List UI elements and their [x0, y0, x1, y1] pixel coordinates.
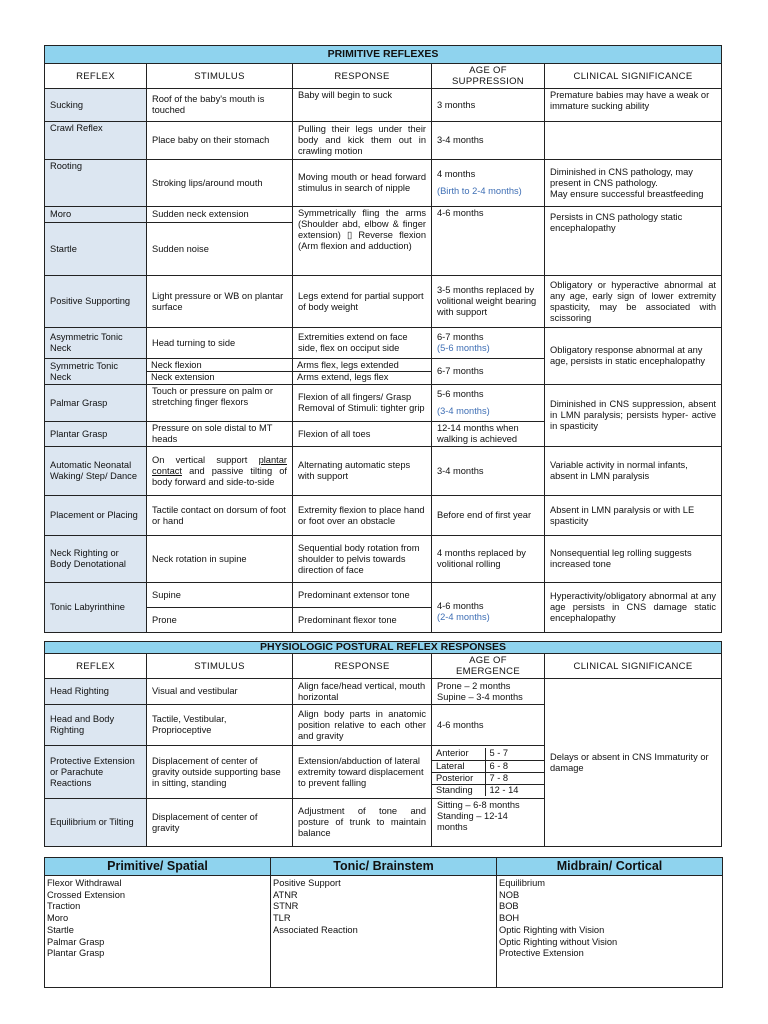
column-title: Tonic/ Brainstem: [271, 858, 497, 876]
list-item: Palmar Grasp: [47, 936, 105, 947]
list-item: Moro: [47, 913, 69, 924]
response-cell: Pulling their legs under their body and kick them out in crawling motion: [293, 122, 432, 160]
age-value: 4-6 months: [437, 601, 484, 611]
age-note: (3-4 months): [437, 406, 490, 416]
stimulus-cell: Place baby on their stomach: [147, 122, 293, 160]
position-label: Standing: [432, 784, 485, 796]
reflex-name: Rooting: [45, 160, 147, 207]
age-range: 6 - 8: [485, 760, 544, 772]
stimulus-cell: Pressure on sole distal to MT heads: [147, 422, 293, 447]
stimulus-cell: Head turning to side: [147, 328, 293, 359]
stimulus-text: Neck flexion: [147, 360, 292, 372]
stimulus-text-underlined: plantar contact: [152, 454, 287, 476]
age-value: Prone – 2 months: [437, 680, 511, 691]
age-cell: 3 months: [432, 89, 545, 122]
age-cell: [432, 160, 545, 207]
reflex-name: Moro: [45, 207, 147, 223]
age-cell: 3-4 months: [432, 122, 545, 160]
response-cell: Alternating automatic steps with support: [293, 447, 432, 496]
reflex-name: Palmar Grasp: [45, 385, 147, 422]
column-header: REFLEX: [45, 64, 147, 89]
reflex-list: [271, 876, 497, 988]
clinical-cell: Variable activity in normal infants, absent in LMN paralysis: [545, 447, 722, 496]
response-cell: Symmetrically fling the arms (Shoulder abd, elbow & finger extension) ▯ Reverse flexion (Arm flexion and adduction): [293, 207, 432, 276]
response-text: Arms extend, legs flex: [293, 372, 431, 384]
list-item: NOB: [499, 889, 520, 900]
clinical-cell: Hyperactivity/obligatory abnormal at any age persists in CNS damage static encephalopathy: [545, 583, 722, 633]
list-item: ATNR: [273, 889, 298, 900]
clinical-cell: [545, 122, 722, 160]
age-cell: 12-14 months when walking is achieved: [432, 422, 545, 447]
reflex-name: Asymmetric Tonic Neck: [45, 328, 147, 359]
reflex-name: Positive Supporting: [45, 276, 147, 328]
age-cell: Sitting – 6-8 months Standing – 12-14 months: [432, 799, 545, 847]
age-note: (2-4 months): [437, 612, 490, 622]
stimulus-cell: Visual and vestibular: [147, 679, 293, 705]
age-note: (Birth to 2-4 months): [437, 186, 522, 196]
column-header: AGE OF SUPPRESSION: [432, 64, 545, 89]
table-row: [45, 122, 722, 160]
column-header: RESPONSE: [293, 654, 432, 679]
stimulus-cell: Displacement of center of gravity outside supporting base in sitting, standing: [147, 746, 293, 799]
reflex-name: Plantar Grasp: [45, 422, 147, 447]
age-cell: 3-4 months: [432, 447, 545, 496]
reflex-name: Automatic Neonatal Waking/ Step/ Dance: [45, 447, 147, 496]
position-label: Anterior: [432, 748, 485, 760]
stimulus-cell: Sudden noise: [147, 223, 293, 276]
table-row: [45, 679, 722, 705]
reflex-name: Placement or Placing: [45, 496, 147, 536]
stimulus-cell: Neck rotation in supine: [147, 536, 293, 583]
response-cell: [293, 359, 432, 385]
clinical-cell: [545, 160, 722, 207]
clinical-cell: Absent in LMN paralysis or with LE spasticity: [545, 496, 722, 536]
table-row: [45, 583, 722, 608]
reflex-name: Head Righting: [45, 679, 147, 705]
table-row: [45, 276, 722, 328]
clinical-cell: Obligatory or hyperactive abnormal at any age, early sign of lower extremity spasticity, may be associated with scissoring: [545, 276, 722, 328]
reflex-name: Symmetric Tonic Neck: [45, 359, 147, 385]
age-range: 5 - 7: [485, 748, 544, 760]
column-header: STIMULUS: [147, 64, 293, 89]
postural-reflexes-table: [44, 641, 722, 847]
reflex-name: Head and Body Righting: [45, 705, 147, 746]
age-cell: 4-6 months: [432, 705, 545, 746]
list-item: Startle: [47, 924, 74, 935]
stimulus-cell: [147, 359, 293, 385]
age-range: 7 - 8: [485, 772, 544, 784]
list-item: Traction: [47, 901, 81, 912]
reflex-name: Equilibrium or Tilting: [45, 799, 147, 847]
stimulus-cell: Roof of the baby's mouth is touched: [147, 89, 293, 122]
response-cell: Legs extend for partial support of body weight: [293, 276, 432, 328]
clinical-cell: Nonsequential leg rolling suggests increased tone: [545, 536, 722, 583]
stimulus-cell: Light pressure or WB on plantar surface: [147, 276, 293, 328]
primitive-reflexes-table: [44, 45, 722, 633]
list-item: Flexor Withdrawal: [47, 878, 122, 888]
list-item: Positive Support: [273, 878, 341, 888]
list-item: Protective Extension: [499, 948, 584, 959]
list-item: BOB: [499, 901, 519, 912]
clinical-cell: Persists in CNS pathology static encephalopathy: [545, 207, 722, 276]
response-cell: Flexion of all toes: [293, 422, 432, 447]
column-header: REFLEX: [45, 654, 147, 679]
list-item: Crossed Extension: [47, 889, 126, 900]
stimulus-text: On vertical support: [152, 454, 259, 465]
clinical-cell: Delays or absent in CNS Immaturity or damage: [545, 679, 722, 847]
column-header: CLINICAL SIGNIFICANCE: [545, 64, 722, 89]
reflex-list: [45, 876, 271, 988]
table-row: [45, 385, 722, 422]
clinical-text: Diminished in CNS pathology, may present in CNS pathology.: [550, 166, 693, 188]
response-cell: Baby will begin to suck: [293, 89, 432, 122]
response-cell: Align body parts in anatomic position relative to each other and gravity: [293, 705, 432, 746]
table-title: PHYSIOLOGIC POSTURAL REFLEX RESPONSES: [45, 642, 722, 654]
column-title: Primitive/ Spatial: [45, 858, 271, 876]
response-cell: Extremity flexion to place hand or foot over an obstacle: [293, 496, 432, 536]
response-text: Arms flex, legs extended: [293, 360, 431, 372]
table-row: [45, 160, 722, 207]
list-item: Equilibrium: [499, 878, 545, 888]
table-row: [45, 496, 722, 536]
position-label: Posterior: [432, 772, 485, 784]
stimulus-text: Neck extension: [147, 372, 292, 384]
age-cell: [432, 583, 545, 633]
list-item: Plantar Grasp: [47, 948, 105, 959]
list-item: Optic Righting with Vision: [499, 924, 605, 935]
age-note: (5-6 months): [437, 343, 490, 353]
reflex-name: Protective Extension or Parachute Reactions: [45, 746, 147, 799]
response-cell: Extension/abduction of lateral extremity toward displacement to prevent falling: [293, 746, 432, 799]
list-item: STNR: [273, 901, 299, 912]
table-row: [45, 207, 722, 223]
column-header: CLINICAL SIGNIFICANCE: [545, 654, 722, 679]
position-label: Lateral: [432, 760, 485, 772]
stimulus-cell: Prone: [147, 608, 293, 633]
clinical-text: May ensure successful breastfeeding: [550, 188, 704, 199]
list-item: TLR: [273, 913, 291, 924]
reflex-levels-table: [44, 857, 723, 988]
response-cell: Moving mouth or head forward stimulus in search of nipple: [293, 160, 432, 207]
stimulus-cell: Stroking lips/around mouth: [147, 160, 293, 207]
clinical-cell: Obligatory response abnormal at any age, persists in static encephalopathy: [545, 328, 722, 385]
age-range: 12 - 14: [485, 784, 544, 796]
clinical-cell: Premature babies may have a weak or immature sucking ability: [545, 89, 722, 122]
age-cell: 4-6 months: [432, 207, 545, 276]
response-cell: Flexion of all fingers/ Grasp Removal of Stimuli: tighter grip: [293, 385, 432, 422]
age-value: Supine – 3-4 months: [437, 691, 523, 702]
stimulus-cell: Displacement of center of gravity: [147, 799, 293, 847]
table-title: PRIMITIVE REFLEXES: [45, 46, 722, 64]
stimulus-cell: Supine: [147, 583, 293, 608]
column-header: STIMULUS: [147, 654, 293, 679]
reflex-list: [497, 876, 723, 988]
reflex-name: Sucking: [45, 89, 147, 122]
age-value: 4 months: [437, 169, 476, 179]
column-title: Midbrain/ Cortical: [497, 858, 723, 876]
reflex-name: Neck Righting or Body Denotational: [45, 536, 147, 583]
stimulus-cell: [147, 447, 293, 496]
column-header: AGE OF EMERGENCE: [432, 654, 545, 679]
table-row: [45, 89, 722, 122]
stimulus-cell: Sudden neck extension: [147, 207, 293, 223]
age-cell: [432, 328, 545, 359]
reflex-name: Tonic Labyrinthine: [45, 583, 147, 633]
column-header: RESPONSE: [293, 64, 432, 89]
age-value: 5-6 months: [437, 389, 484, 399]
list-item: BOH: [499, 913, 520, 924]
stimulus-text: and passive tilting of body forward and side-to-side: [152, 465, 287, 487]
age-value: 6-7 months: [437, 332, 484, 342]
age-cell: 4 months replaced by volitional rolling: [432, 536, 545, 583]
response-cell: Predominant extensor tone: [293, 583, 432, 608]
list-item: Optic Righting without Vision: [499, 936, 618, 947]
reflex-name: Startle: [45, 223, 147, 276]
response-cell: Align face/head vertical, mouth horizontal: [293, 679, 432, 705]
reflex-name: Crawl Reflex: [45, 122, 147, 160]
stimulus-cell: Tactile contact on dorsum of foot or hand: [147, 496, 293, 536]
age-cell: 6-7 months: [432, 359, 545, 385]
response-cell: Extremities extend on face side, flex on occiput side: [293, 328, 432, 359]
age-cell: [432, 385, 545, 422]
stimulus-cell: Tactile, Vestibular, Proprioceptive: [147, 705, 293, 746]
table-row: [45, 328, 722, 359]
age-cell: 3-5 months replaced by volitional weight bearing with support: [432, 276, 545, 328]
list-item: Associated Reaction: [273, 924, 358, 935]
response-cell: Adjustment of tone and posture of trunk to maintain balance: [293, 799, 432, 847]
response-cell: Predominant flexor tone: [293, 608, 432, 633]
clinical-cell: Diminished in CNS suppression, absent in LMN paralysis; persists hyper- active in spasticity: [545, 385, 722, 447]
age-cell: Before end of first year: [432, 496, 545, 536]
table-row: [45, 447, 722, 496]
table-row: [45, 536, 722, 583]
age-cell: [432, 746, 545, 799]
response-cell: Sequential body rotation from shoulder to pelvis towards direction of face: [293, 536, 432, 583]
stimulus-cell: Touch or pressure on palm or stretching finger flexors: [147, 385, 293, 422]
age-cell: [432, 679, 545, 705]
